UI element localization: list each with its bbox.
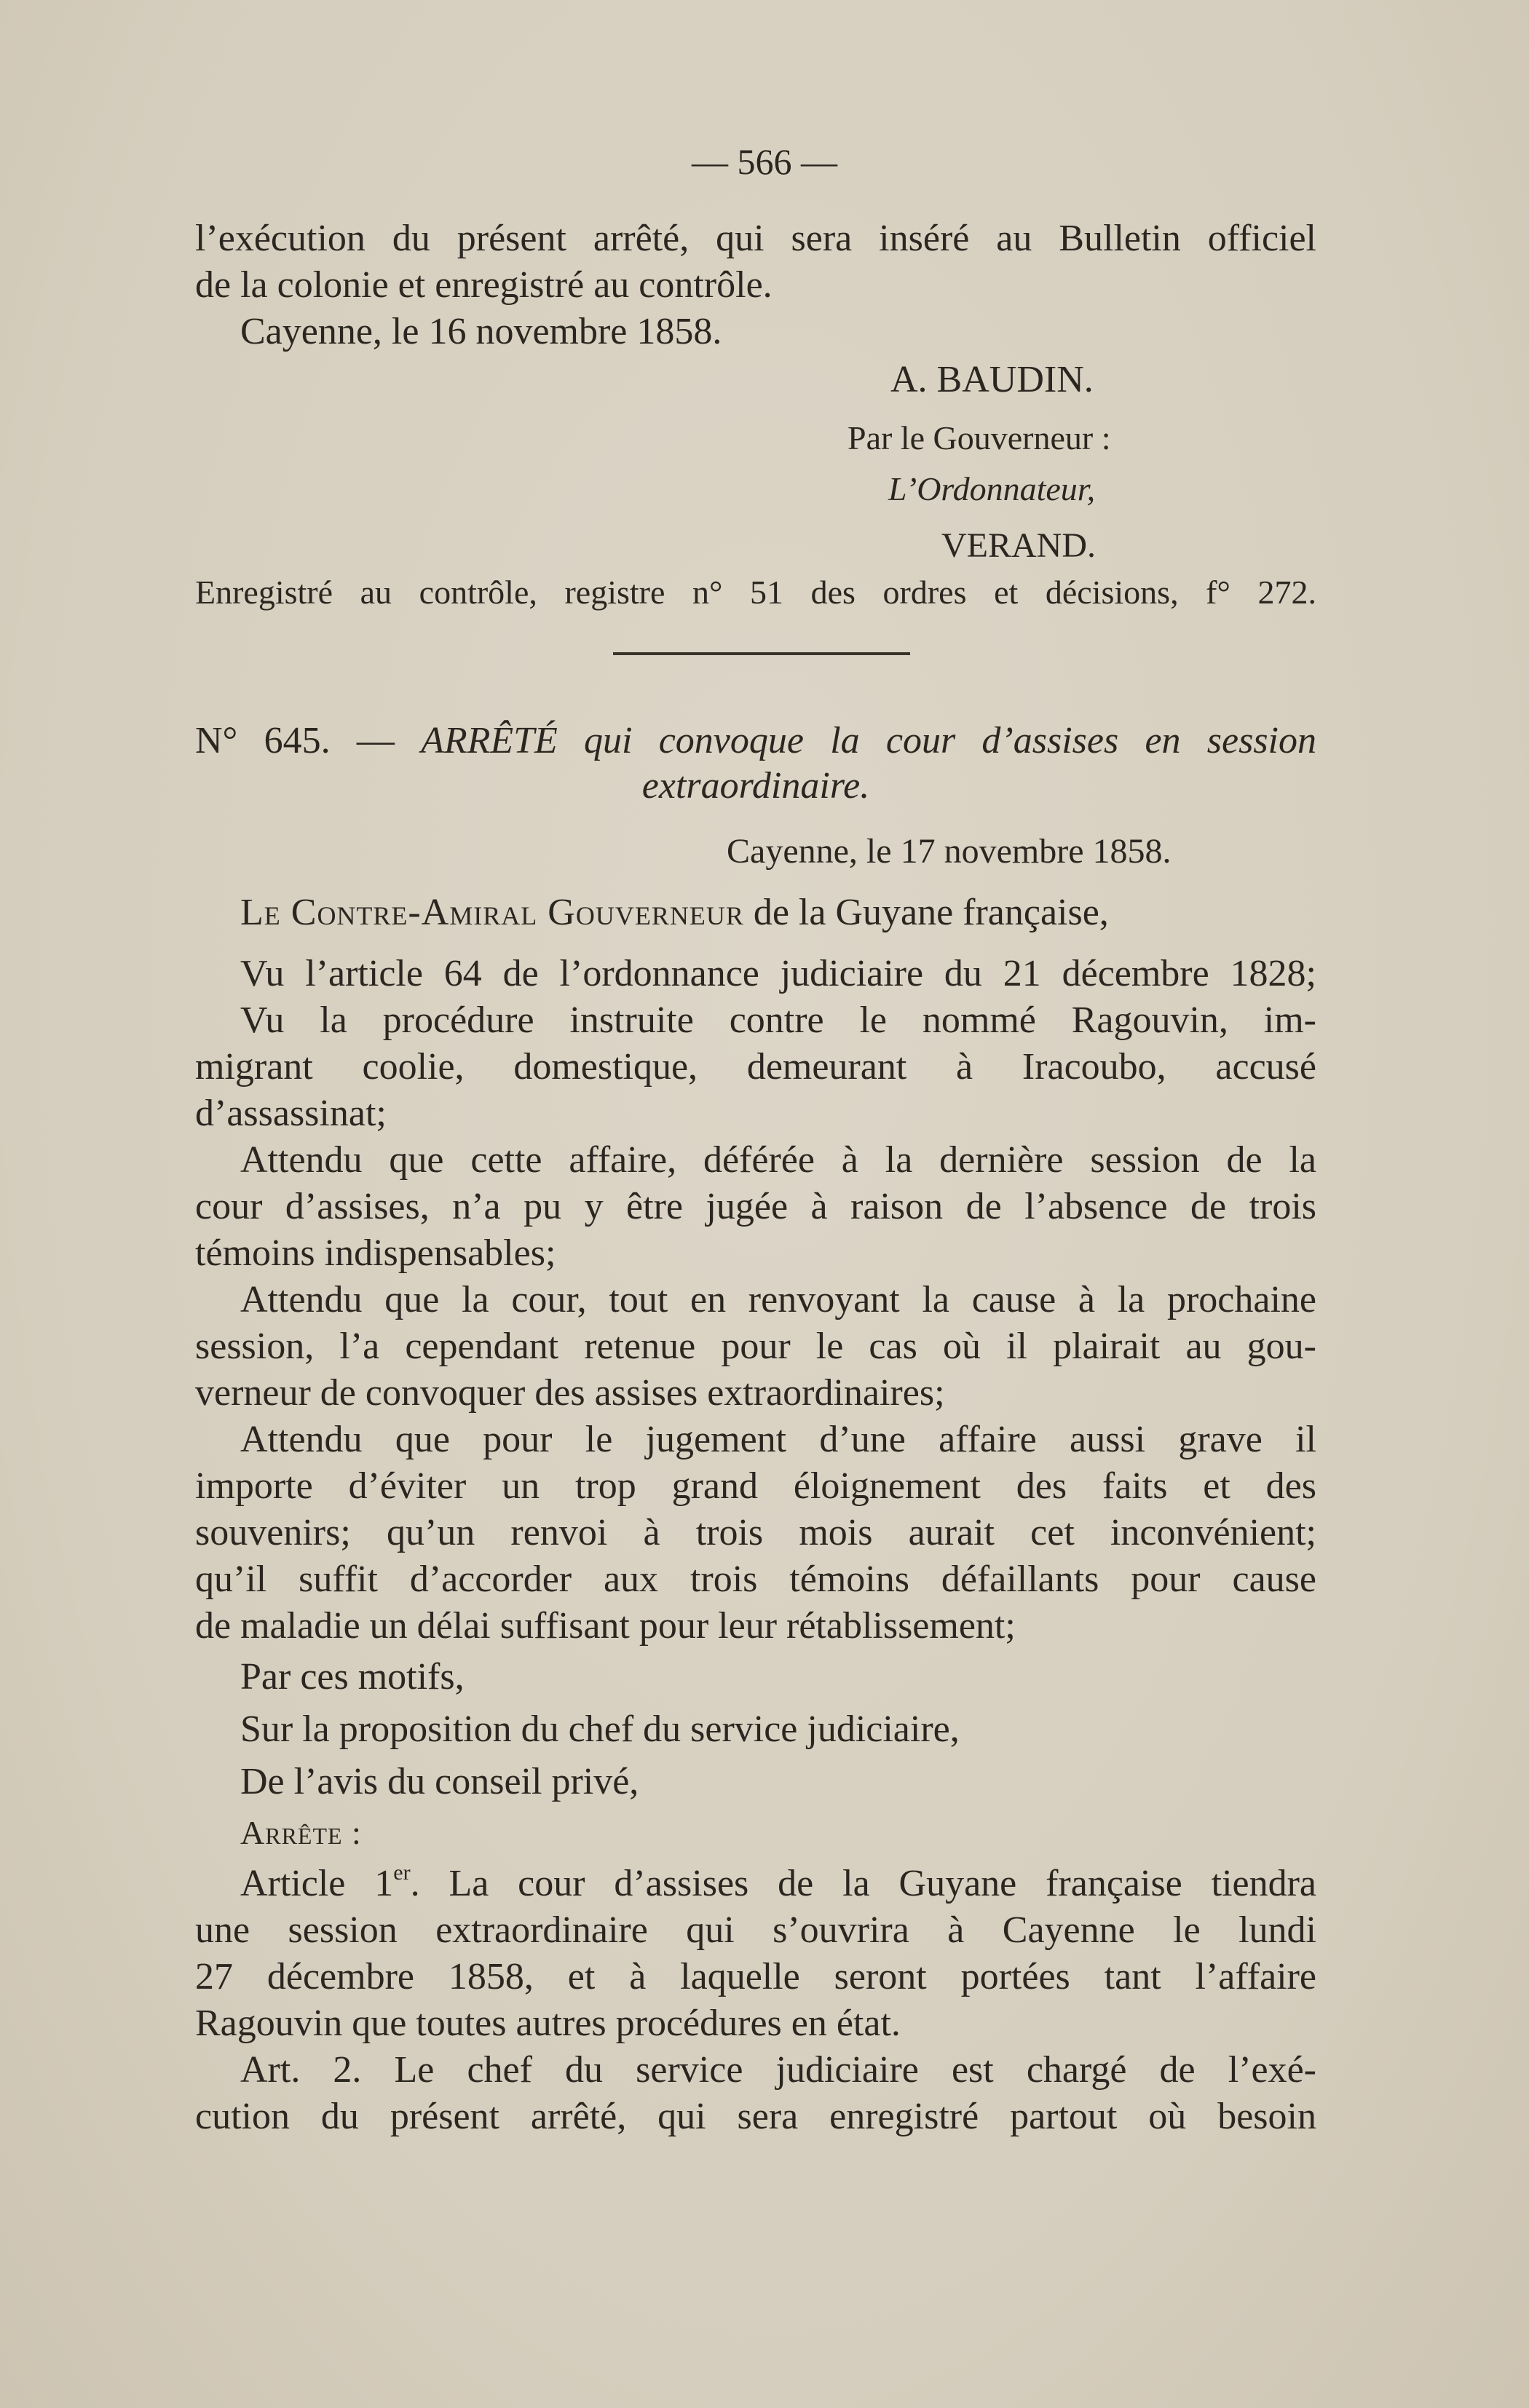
arrete-number: N° 645.	[195, 720, 331, 761]
text-line: Attendu que pour le jugement d’une affaire aussi grave il	[240, 1419, 1316, 1460]
registration-note: Enregistré au contrôle, registre n° 51 des ordres et décisions, f° 272.	[195, 574, 1316, 611]
text-line: verneur de convoquer des assises extraordinaires;	[195, 1372, 945, 1414]
section-divider	[613, 652, 910, 655]
text-line: Vu la procédure instruite contre le nommé Ragouvin, im-	[240, 999, 1316, 1041]
par-ces-motifs: Par ces motifs,	[240, 1656, 465, 1698]
governor-line	[195, 890, 1316, 936]
article-2: Art. 2. Le chef du service judiciaire est chargé de l’exé-	[240, 2049, 1316, 2091]
text-line: qu’il suffit d’accorder aux trois témoins défaillants pour cause	[195, 1559, 1316, 1600]
date-line: Cayenne, le 17 novembre 1858.	[727, 832, 1172, 871]
governor-title: Le Contre-Amiral Gouverneur	[240, 892, 744, 933]
text-line: Attendu que cette affaire, déférée à la dernière session de la	[240, 1139, 1316, 1181]
text-line: souvenirs; qu’un renvoi à trois mois aurait cet inconvénient;	[195, 1512, 1316, 1553]
text-line: Attendu que la cour, tout en renvoyant la cause à la prochaine	[240, 1279, 1316, 1320]
arrete-verb: Arrête :	[240, 1814, 362, 1851]
text-line: importe d’éviter un trop grand éloignement des faits et des	[195, 1465, 1316, 1507]
de-l-avis: De l’avis du conseil privé,	[240, 1761, 639, 1802]
heading-dash: —	[356, 720, 395, 761]
arrete-heading	[195, 718, 1316, 764]
text-line: témoins indispensables;	[195, 1232, 556, 1274]
text-line: de maladie un délai suffisant pour leur rétablissement;	[195, 1605, 1016, 1647]
ordonnateur-label: L’Ordonnateur,	[888, 470, 1096, 507]
signature-governor: A. BAUDIN.	[890, 359, 1094, 400]
vu-article: Vu l’article 64 de l’ordonnance judiciaire du 21 décembre 1828;	[240, 953, 1316, 994]
text-line: cution du présent arrêté, qui sera enregistré partout où besoin	[195, 2096, 1316, 2137]
date-line: Cayenne, le 16 novembre 1858.	[240, 311, 722, 352]
text-line: 27 décembre 1858, et à laquelle seront portées tant l’affaire	[195, 1956, 1316, 1997]
article-1-text: . La cour d’assises de la Guyane française tiendra	[410, 1863, 1316, 1904]
arrete-title-word: ARRÊTÉ	[421, 720, 558, 761]
text-line: cour d’assises, n’a pu y être jugée à raison de l’absence de trois	[195, 1186, 1316, 1227]
text-line: une session extraordinaire qui s’ouvrira à Cayenne le lundi	[195, 1909, 1316, 1951]
text-line: session, l’a cependant retenue pour le cas où il plairait au gou-	[195, 1326, 1316, 1367]
signature-ordonnateur: VERAND.	[941, 526, 1096, 565]
text-line: l’exécution du présent arrêté, qui sera inséré au Bulletin officiel	[195, 218, 1316, 259]
article-1-label: Article 1	[240, 1863, 394, 1904]
article-1-sup: er	[393, 1860, 411, 1885]
page-number: — 566 —	[692, 141, 837, 182]
text-line: Ragouvin que toutes autres procédures en état.	[195, 2003, 901, 2044]
text-line: d’assassinat;	[195, 1093, 387, 1134]
par-le-gouverneur: Par le Gouverneur :	[848, 419, 1111, 456]
article-1	[195, 1861, 1316, 1907]
arrete-title: qui convoque la cour d’assises en session	[584, 720, 1317, 761]
text-line: de la colonie et enregistré au contrôle.	[195, 264, 773, 306]
text-line: migrant coolie, domestique, demeurant à Iracoubo, accusé	[195, 1046, 1316, 1088]
sur-la-proposition: Sur la proposition du chef du service judiciaire,	[240, 1708, 960, 1750]
governor-territory: de la Guyane française,	[753, 892, 1109, 933]
arrete-title-continued: extraordinaire.	[641, 765, 870, 807]
